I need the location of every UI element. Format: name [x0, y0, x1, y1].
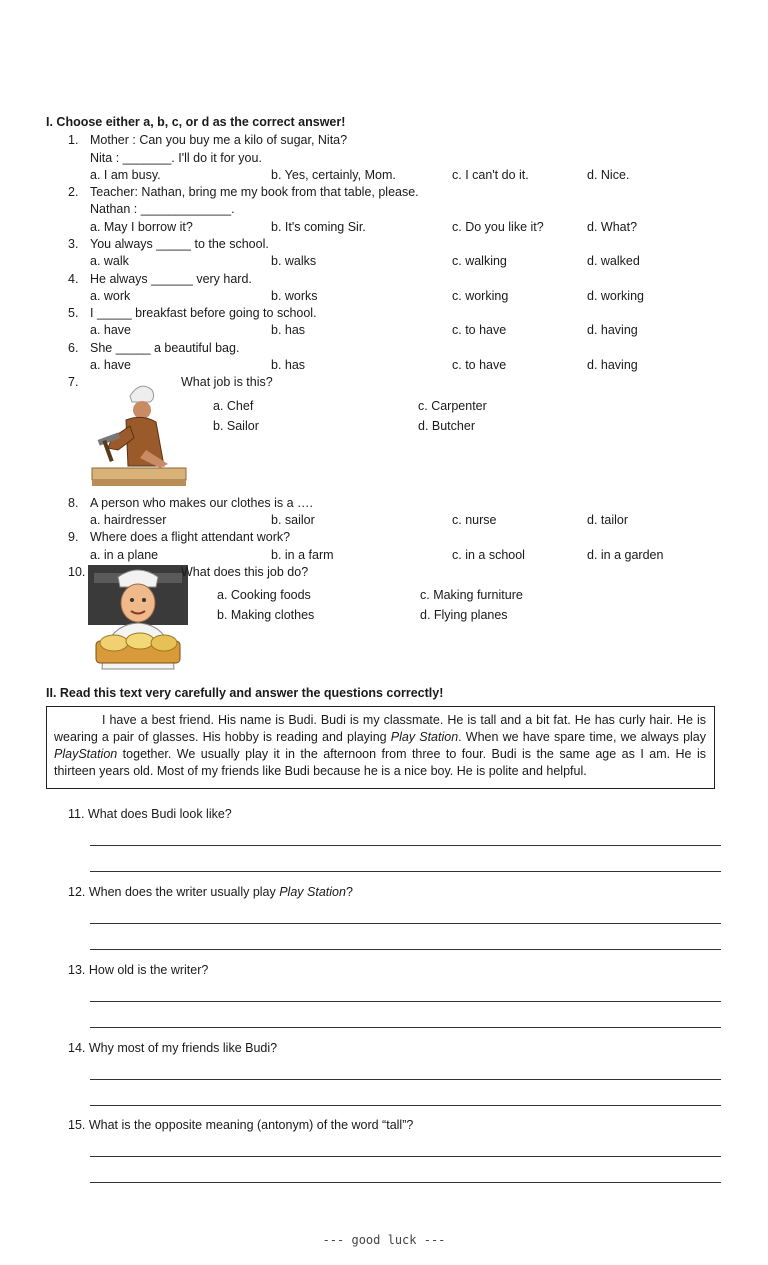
- answer-line[interactable]: [90, 923, 721, 924]
- q8-option-d: d. tailor: [587, 513, 628, 527]
- question-1-line1: Mother : Can you buy me a kilo of sugar, Nita?: [90, 133, 348, 147]
- chef-baker-image: [88, 563, 188, 671]
- question-2-number: 2.: [68, 185, 79, 199]
- passage-part-2: Play Station: [390, 730, 459, 744]
- q7-option-b: b. Sailor: [213, 419, 259, 433]
- answer-line[interactable]: [90, 1027, 721, 1028]
- answer-line[interactable]: [90, 1182, 721, 1183]
- q6-option-a: a. have: [90, 358, 132, 372]
- q8-option-a: a. hairdresser: [90, 513, 167, 527]
- q9-option-c: c. in a school: [452, 548, 525, 562]
- question-13: 13. How old is the writer?: [68, 963, 209, 977]
- question-12-text: 12. When does the writer usually play: [68, 885, 280, 899]
- q10-option-b: b. Making clothes: [217, 608, 315, 622]
- q4-option-b: b. works: [271, 289, 318, 303]
- q2-option-b: b. It's coming Sir.: [271, 220, 366, 234]
- answer-line[interactable]: [90, 1156, 721, 1157]
- q2-option-d: d. What?: [587, 220, 638, 234]
- q5-option-d: d. having: [587, 323, 638, 337]
- question-4-line1: He always ______ very hard.: [90, 272, 252, 286]
- q2-option-a: a. May I borrow it?: [90, 220, 193, 234]
- question-6-number: 6.: [68, 341, 79, 355]
- answer-line[interactable]: [90, 1105, 721, 1106]
- q8-option-c: c. nurse: [452, 513, 497, 527]
- question-2-line2: Nathan : _____________.: [90, 202, 235, 216]
- question-5-number: 5.: [68, 306, 79, 320]
- q9-option-d: d. in a garden: [587, 548, 664, 562]
- question-7-number: 7.: [68, 375, 79, 389]
- question-1-number: 1.: [68, 133, 79, 147]
- q7-option-d: d. Butcher: [418, 419, 475, 433]
- answer-line[interactable]: [90, 1079, 721, 1080]
- q3-option-d: d. walked: [587, 254, 640, 268]
- q3-option-c: c. walking: [452, 254, 507, 268]
- q4-option-a: a. work: [90, 289, 131, 303]
- passage-part-1: I have a best friend. His name is Budi. Budi is my classmate. He is tall and a bit fat. He has curly hair. He is wearing a pair of glasses. His hobby is reading and playing: [54, 713, 706, 744]
- answer-line[interactable]: [90, 871, 721, 872]
- question-12-emphasis: Play Station: [279, 885, 346, 899]
- q2-option-c: c. Do you like it?: [452, 220, 544, 234]
- question-8-line1: A person who makes our clothes is a ….: [90, 496, 314, 510]
- q9-option-a: a. in a plane: [90, 548, 159, 562]
- q5-option-a: a. have: [90, 323, 132, 337]
- q1-option-c: c. I can't do it.: [452, 168, 529, 182]
- section-1-heading: I. Choose either a, b, c, or d as the correct answer!: [46, 115, 346, 129]
- q4-option-d: d. working: [587, 289, 644, 303]
- carpenter-image: [90, 376, 188, 490]
- q8-option-b: b. sailor: [271, 513, 315, 527]
- q1-option-d: d. Nice.: [587, 168, 630, 182]
- q7-option-c: c. Carpenter: [418, 399, 487, 413]
- q10-option-a: a. Cooking foods: [217, 588, 311, 602]
- question-15: 15. What is the opposite meaning (antonym) of the word “tall”?: [68, 1118, 414, 1132]
- question-6-line1: She _____ a beautiful bag.: [90, 341, 240, 355]
- q1-option-a: a. I am busy.: [90, 168, 161, 182]
- footer-good-luck: --- good luck ---: [322, 1233, 446, 1247]
- question-1-line2: Nita : _______. I'll do it for you.: [90, 151, 262, 165]
- question-9-line1: Where does a flight attendant work?: [90, 530, 291, 544]
- question-10-line1: What does this job do?: [181, 565, 309, 579]
- q9-option-b: b. in a farm: [271, 548, 334, 562]
- question-3-line1: You always _____ to the school.: [90, 237, 269, 251]
- answer-line[interactable]: [90, 845, 721, 846]
- q10-option-c: c. Making furniture: [420, 588, 523, 602]
- q4-option-c: c. working: [452, 289, 509, 303]
- question-11: 11. What does Budi look like?: [68, 807, 232, 821]
- question-14: 14. Why most of my friends like Budi?: [68, 1041, 278, 1055]
- question-4-number: 4.: [68, 272, 79, 286]
- question-12-end: ?: [345, 885, 353, 899]
- q5-option-b: b. has: [271, 323, 306, 337]
- reading-passage: [54, 712, 706, 780]
- q3-option-a: a. walk: [90, 254, 129, 268]
- q7-option-a: a. Chef: [213, 399, 254, 413]
- q1-option-b: b. Yes, certainly, Mom.: [271, 168, 396, 182]
- section-2-heading: II. Read this text very carefully and answer the questions correctly!: [46, 686, 444, 700]
- question-12: [68, 885, 353, 899]
- question-10-number: 10.: [68, 565, 86, 579]
- passage-part-5: together. We usually play it in the afternoon from three to four. Budi is the same age as I am. He is thirteen years old. Most of my friends like Budi because he is a nice boy. He is polite and helpful.: [54, 747, 706, 778]
- answer-line[interactable]: [90, 949, 721, 950]
- question-2-line1: Teacher: Nathan, bring me my book from that table, please.: [90, 185, 419, 199]
- q10-option-d: d. Flying planes: [420, 608, 508, 622]
- answer-line[interactable]: [90, 1001, 721, 1002]
- question-5-line1: I _____ breakfast before going to school.: [90, 306, 317, 320]
- question-3-number: 3.: [68, 237, 79, 251]
- q6-option-b: b. has: [271, 358, 306, 372]
- passage-part-4: PlayStation: [54, 747, 118, 761]
- question-9-number: 9.: [68, 530, 79, 544]
- q3-option-b: b. walks: [271, 254, 317, 268]
- q6-option-c: c. to have: [452, 358, 507, 372]
- question-8-number: 8.: [68, 496, 79, 510]
- question-7-line1: What job is this?: [181, 375, 273, 389]
- q6-option-d: d. having: [587, 358, 638, 372]
- passage-part-3: . When we have spare time, we always play: [458, 730, 707, 744]
- q5-option-c: c. to have: [452, 323, 507, 337]
